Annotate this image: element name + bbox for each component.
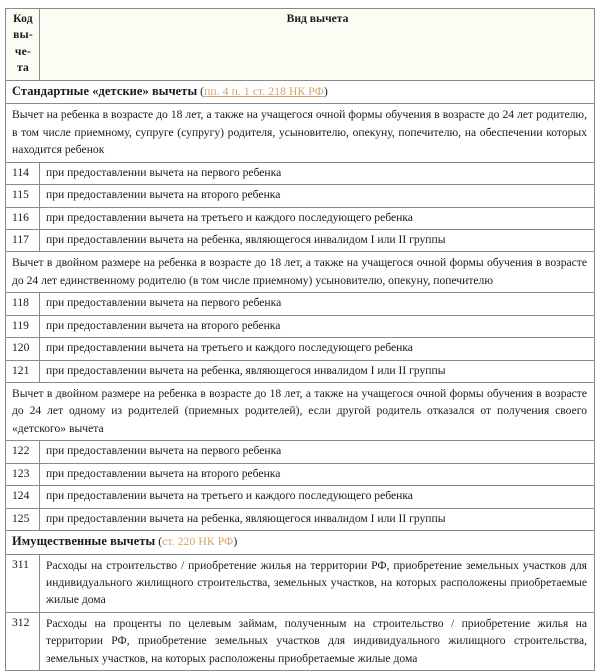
- column-header-kind: Вид вычета: [40, 9, 595, 81]
- table-row: [6, 486, 595, 508]
- table-row: [6, 441, 595, 463]
- deduction-kind-cell: при предоставлении вычета на первого ребенка: [40, 441, 595, 463]
- table-row: [6, 207, 595, 229]
- column-header-code-line-4: та: [16, 61, 30, 75]
- deduction-kind-cell: при предоставлении вычета на ребенка, являющегося инвалидом I или II группы: [40, 229, 595, 251]
- deduction-code-cell: 117: [6, 229, 40, 251]
- table-row: [6, 463, 595, 485]
- table-header-row: [6, 9, 595, 81]
- deduction-code-cell: 123: [6, 463, 40, 485]
- group-description-row: [6, 252, 595, 293]
- deduction-code-cell: 312: [6, 612, 40, 670]
- deduction-kind-cell: при предоставлении вычета на третьего и каждого последующего ребенка: [40, 486, 595, 508]
- deduction-kind-cell: при предоставлении вычета на третьего и каждого последующего ребенка: [40, 338, 595, 360]
- table-row: [6, 360, 595, 382]
- deduction-kind-cell: при предоставлении вычета на второго ребенка: [40, 315, 595, 337]
- deduction-code-cell: 125: [6, 508, 40, 530]
- group-description-row: [6, 383, 595, 441]
- deduction-kind-cell: при предоставлении вычета на ребенка, являющегося инвалидом I или II группы: [40, 360, 595, 382]
- deduction-kind-cell: при предоставлении вычета на ребенка, являющегося инвалидом I или II группы: [40, 508, 595, 530]
- table-row: [6, 338, 595, 360]
- table-row: [6, 185, 595, 207]
- deduction-code-cell: 124: [6, 486, 40, 508]
- group-description-row: [6, 104, 595, 162]
- table-row: [6, 229, 595, 251]
- table-header: [6, 9, 595, 81]
- column-header-code-line-2: вы-: [13, 28, 33, 42]
- tax-deduction-codes-table: [5, 8, 595, 671]
- section-header-cell: [6, 530, 595, 554]
- group-description-text: Вычет в двойном размере на ребенка в возрасте до 18 лет, а также на учащегося очной формы обучения в возрасте до 24 лет одному из родителей (приемных родителей), если другой родитель отказался от получения своего «детского» вычета: [6, 383, 595, 441]
- deduction-code-cell: 114: [6, 162, 40, 184]
- section-header-row: [6, 530, 595, 554]
- deduction-kind-cell: Расходы на проценты по целевым займам, полученным на строительство / приобретение жилья на территории РФ, приобретение земельных участков для индивидуального жилищного строительства, земельных участков, на которых расположены приобретаемые жилые дома: [40, 612, 595, 670]
- deduction-kind-cell: при предоставлении вычета на второго ребенка: [40, 185, 595, 207]
- section-title: Имущественные вычеты: [12, 533, 156, 548]
- section-header-row: [6, 80, 595, 104]
- table-row: [6, 162, 595, 184]
- deduction-kind-cell: при предоставлении вычета на третьего и каждого последующего ребенка: [40, 207, 595, 229]
- group-description-text: Вычет в двойном размере на ребенка в возрасте до 18 лет, а также на учащегося очной формы обучения в возрасте до 24 лет единственному родителю (в том числе приемному) усыновителю, опекуну, попечителю: [6, 252, 595, 293]
- table-row: [6, 293, 595, 315]
- table-body: [6, 80, 595, 670]
- deduction-code-cell: 119: [6, 315, 40, 337]
- deduction-code-cell: 116: [6, 207, 40, 229]
- deduction-kind-cell: при предоставлении вычета на первого ребенка: [40, 162, 595, 184]
- paren-open: (: [158, 533, 163, 548]
- table-row: [6, 315, 595, 337]
- deduction-code-cell: 120: [6, 338, 40, 360]
- section-title: Стандартные «детские» вычеты: [12, 83, 198, 98]
- deduction-code-cell: 118: [6, 293, 40, 315]
- section-law-reference-link[interactable]: пп. 4 п. 1 ст. 218 НК РФ: [204, 84, 324, 98]
- section-law-reference-link[interactable]: ст. 220 НК РФ: [162, 534, 234, 548]
- deduction-code-cell: 311: [6, 554, 40, 612]
- column-header-code-line-1: Код: [13, 12, 33, 25]
- deduction-code-cell: 121: [6, 360, 40, 382]
- deduction-code-cell: 122: [6, 441, 40, 463]
- column-header-code: [6, 9, 40, 81]
- paren-open: (: [200, 83, 205, 98]
- column-header-code-line-3: че-: [14, 44, 32, 58]
- table-row: [6, 508, 595, 530]
- deduction-kind-cell: при предоставлении вычета на второго ребенка: [40, 463, 595, 485]
- section-header-cell: [6, 80, 595, 104]
- deduction-kind-cell: Расходы на строительство / приобретение жилья на территории РФ, приобретение земельных участков для индивидуального жилищного строительства, земельных участков, на которых расположены приобретаемые жилые дома: [40, 554, 595, 612]
- paren-close: ): [233, 533, 238, 548]
- table-row: [6, 612, 595, 670]
- deduction-code-cell: 115: [6, 185, 40, 207]
- paren-close: ): [323, 83, 328, 98]
- deduction-kind-cell: при предоставлении вычета на первого ребенка: [40, 293, 595, 315]
- group-description-text: Вычет на ребенка в возрасте до 18 лет, а также на учащегося очной формы обучения в возрасте до 24 лет родителю, в том числе приемному, супруге (супругу) родителя, усыновителю, опекуну, попечителю, на обеспечении которых находится ребенок: [6, 104, 595, 162]
- table-row: [6, 554, 595, 612]
